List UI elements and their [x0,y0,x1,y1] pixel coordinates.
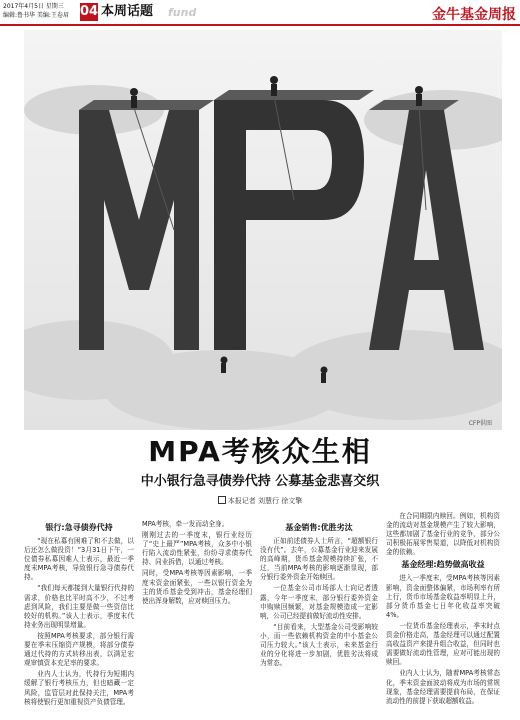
column-1 [24,520,134,720]
paragraph: MPA考核，牵一发而动全身。 [142,520,229,528]
headline-title: MPA考核众生相 [148,435,372,468]
column-4 [386,512,500,718]
paragraph: 进入一季度末，受MPA考核等因素影响，资金面整体偏紧，市场利率有所上行，货币市场基金收益率明显上升，部分货币基金七日年化收益率突破4%。 [386,574,500,619]
headline-subtitle: 中小银行急寻债券代持 公募基金悲喜交织 [140,474,380,489]
column-3 [260,520,378,720]
byline-text: 本报记者 刘慧行 徐文擎 [227,497,303,505]
header-rule [0,24,520,26]
column-3-heading: 基金销售:优胜劣汰 [285,523,353,532]
paragraph: 按照MPA考核要求，部分银行需要在季末压缩资产规模，将部分债券通过代持的方式转移出表，以满足宏观审慎资本充足率的要求。 [24,631,134,668]
paragraph: 正如前述债券人士所言，“超额银行没有代”。去年，公募基金行业迎来发展的高峰期，货币基金规模持续扩张，不过，当前MPA考核的影响逐渐显现，部分银行委外资金开始赎回。 [260,537,378,582]
paragraph: 一位货币基金经理表示，季末时点资金价格走高，基金经理可以通过配置高收益资产来提升组合收益，但同时也需要做好流动性管理，应对可能出现的赎回。 [386,621,500,667]
paragraph: 刚刚过去的一季度末，银行业经历了“史上最严”MPA考核，众多中小银行陷入流动性紧张，纷纷寻求债券代持、同业拆借，以通过考核。 [142,531,252,567]
column-2 [142,520,252,700]
mpa-illustration [24,30,502,430]
photo-credit: CFP供图 [468,420,492,427]
paragraph: 业内人士认为，随着MPA考核常态化，季末资金面波动将成为市场的常规现象，基金经理需要提前布局，在保证流动性的前提下获取超额收益。 [386,669,500,705]
section-watermark: fund [168,6,197,19]
page-header [0,0,520,28]
illustration-svg [24,30,502,430]
paragraph: 一位基金公司市场部人士向记者透露，今年一季度末，部分银行委外资金申购赎回频繁，对基金规模造成一定影响，公司已经提前做好流动性安排。 [260,584,378,620]
byline [0,496,520,506]
paragraph: 业内人士认为，代持行为短期内缓解了银行考核压力，但也暗藏一定风险，监管层对此保持关注，MPA考核将使银行更加重视资产负债管理。 [24,670,134,706]
section-title: 本周话题 [101,4,154,19]
column-1-heading: 银行:急寻债券代持 [45,523,113,532]
byline-marker [218,496,226,504]
paragraph: “目前看来，大型基金公司受影响较小，而一些依赖机构资金的中小基金公司压力较大。”该人士表示，未来基金行业的分化将进一步加剧，优胜劣汰将成为常态。 [260,622,378,668]
editor-credits: 编辑:鲁书华 美编:王卷眉 [3,12,69,19]
newspaper-brand: 金牛基金周报 [432,7,516,23]
column-4-heading: 基金经理:趋势做高收益 [401,560,485,570]
paragraph: “我们每天都接到大量银行代持的需求，价格也比平时高不少，不过考虑到风险，我们主要是做一些资信比较好的机构。”该人士表示，季度末代持业务出现明显增量。 [24,584,134,629]
issue-date: 2017年4月5日 星期三 [3,3,64,10]
paragraph: “现在私募有困难了和不去做，以后还怎么做投资！”3月31日下午，一位债券私募因难人士表示，最近一季度末MPA考核，导致银行急寻债券代持。 [24,537,134,582]
paragraph: 同时，受MPA考核等因素影响，一季度末资金面紧张，一些以银行资金为主的货币基金受到冲击，基金经理们使出浑身解数，应对赎回压力。 [142,569,252,605]
lead-paragraphs [142,520,252,606]
paragraph: 在合同期限内赎回。例如，机构资金的流动对基金规模产生了较大影响，这些都加剧了基金行业的竞争，部分公司积极拓展零售渠道，以降低对机构资金的依赖。 [386,512,500,557]
page-number: 04 [80,4,99,19]
